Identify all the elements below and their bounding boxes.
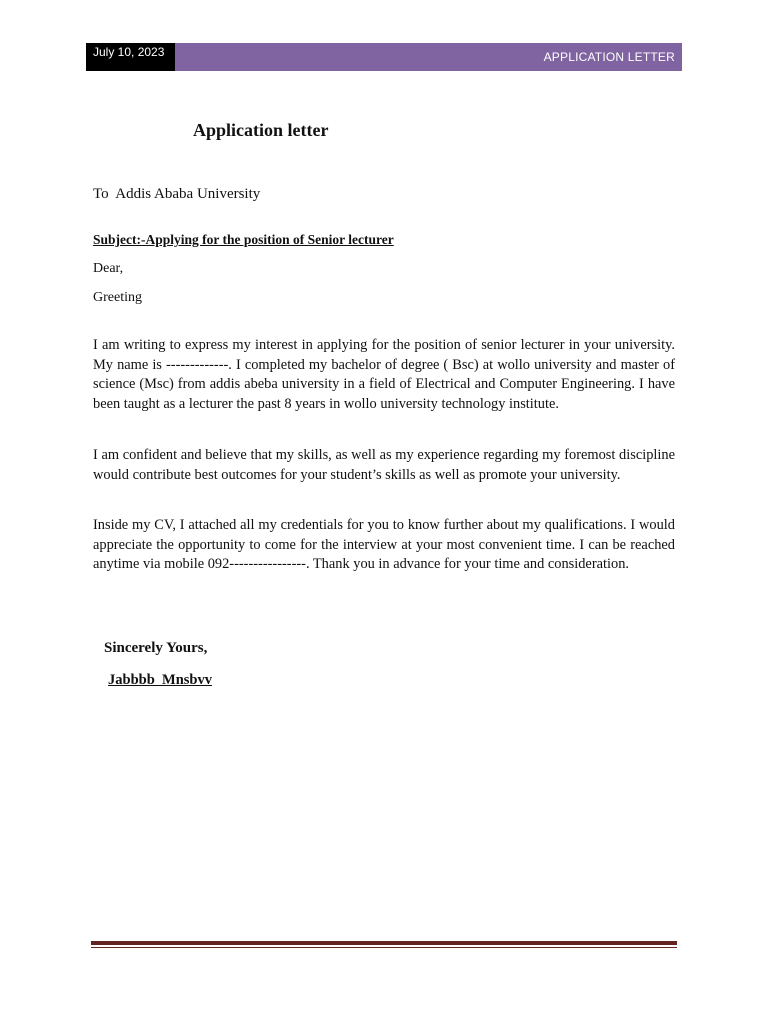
header-date: July 10, 2023 [86, 43, 175, 71]
letter-closing: Sincerely Yours, [104, 640, 208, 656]
header-band [175, 43, 682, 71]
letter-title: Application letter [193, 120, 329, 140]
letter-signature: Jabbbb Mnsbvv [108, 672, 212, 688]
letter-paragraph: I am writing to express my interest in applying for the position of senior lecturer in your university. My name is -------------. I completed my bachelor of degree ( Bsc) at wollo university and master of science (Msc) from addis abeba university in a field of Electrical and Computer Engineering. I have been taught as a lecturer the past 8 years in wollo university technology institute. [93, 337, 675, 412]
footer-rule [91, 941, 677, 948]
letter-subject: Subject:-Applying for the position of Senior lecturer [93, 232, 394, 247]
letter-paragraph: I am confident and believe that my skills, as well as my experience regarding my foremost discipline would contribute best outcomes for your student’s skills as well as promote your university. [93, 447, 675, 483]
footer-rule-thick [91, 941, 677, 945]
letter-paragraph: Inside my CV, I attached all my credentials for you to know further about my qualifications. I would appreciate the opportunity to come for the interview at your most convenient time. I can be reached anytime via mobile 092----------------. Thank you in advance for your time and consideration. [93, 517, 675, 572]
footer-rule-thin [91, 947, 677, 948]
letter-greeting: Greeting [93, 290, 142, 305]
letter-recipient: To Addis Ababa University [93, 186, 261, 202]
letter-salutation: Dear, [93, 261, 124, 276]
page-header [86, 43, 682, 71]
header-title: APPLICATION LETTER [543, 50, 675, 64]
